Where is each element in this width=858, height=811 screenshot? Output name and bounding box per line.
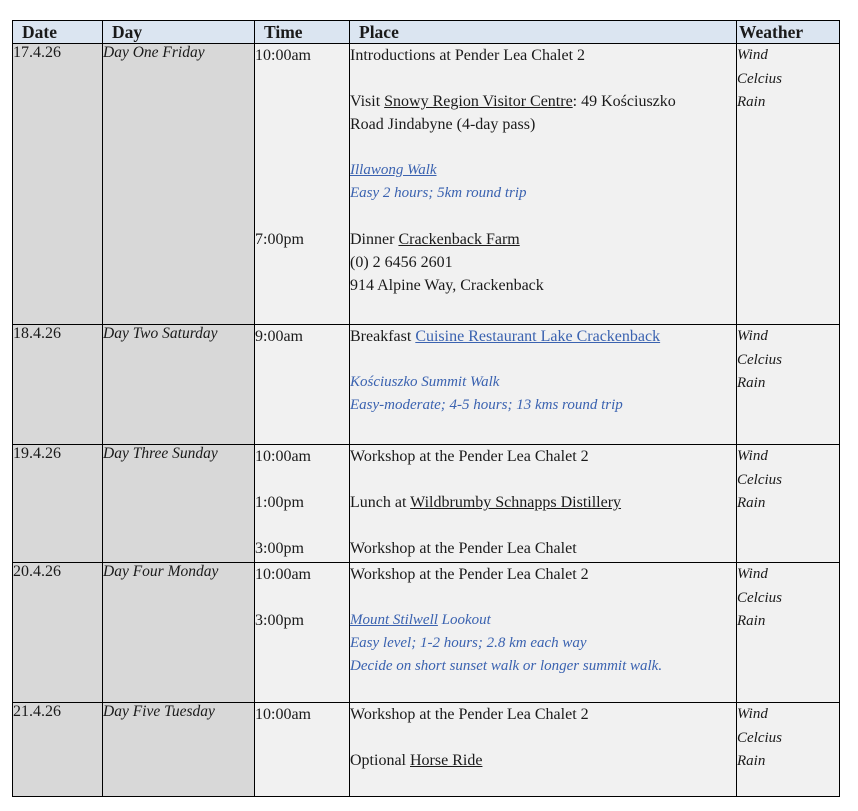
weather-wind: Wind xyxy=(737,706,768,722)
crackenback-farm-link[interactable]: Crackenback Farm xyxy=(398,231,520,248)
time-entry: 10:00am xyxy=(255,448,311,465)
walk-description: Easy 2 hours; 5km round trip xyxy=(350,185,527,201)
time-entry: 3:00pm xyxy=(255,612,304,629)
place-text: Visit Snowy Region Visitor Centre: 49 Kościuszko xyxy=(350,93,676,110)
time-cell xyxy=(255,44,350,325)
place-text: Lunch at Wildbrumby Schnapps Distillery xyxy=(350,494,622,511)
walk-description: Easy-moderate; 4-5 hours; 13 kms round trip xyxy=(350,397,623,413)
table-row xyxy=(13,44,840,325)
time-entry: 1:00pm xyxy=(255,494,304,511)
header-day: Day xyxy=(103,21,255,44)
weather-cell xyxy=(737,563,840,703)
time-cell xyxy=(255,325,350,445)
header-time: Time xyxy=(255,21,350,44)
weather-cell xyxy=(737,703,840,797)
phone-number: (0) 2 6456 2601 xyxy=(350,254,453,271)
date-cell: 20.4.26 xyxy=(13,563,103,703)
table-row xyxy=(13,325,840,445)
time-cell xyxy=(255,563,350,703)
weather-rain: Rain xyxy=(737,495,766,511)
distillery-link[interactable]: Wildbrumby Schnapps Distillery xyxy=(410,494,622,511)
weather-temp: Celcius xyxy=(737,471,782,488)
place-text: Optional Horse Ride xyxy=(350,752,483,769)
header-row xyxy=(13,21,840,44)
time-entry: 9:00am xyxy=(255,328,303,345)
weather-rain: Rain xyxy=(737,753,766,769)
walk-title: Kościuszko Summit Walk xyxy=(350,374,500,390)
place-cell xyxy=(350,563,737,703)
time-entry: 10:00am xyxy=(255,47,311,64)
weather-wind: Wind xyxy=(737,448,768,464)
date-cell: 21.4.26 xyxy=(13,703,103,797)
day-cell: Day Two Saturday xyxy=(103,325,255,445)
walk-note: Decide on short sunset walk or longer summit walk. xyxy=(350,658,663,674)
time-cell xyxy=(255,703,350,797)
weather-wind: Wind xyxy=(737,566,768,582)
time-entry: 10:00am xyxy=(255,706,311,723)
horse-ride-link[interactable]: Horse Ride xyxy=(410,752,483,769)
weather-rain: Rain xyxy=(737,94,766,110)
date-cell: 17.4.26 xyxy=(13,44,103,325)
weather-cell xyxy=(737,325,840,445)
place-cell xyxy=(350,44,737,325)
mount-stilwell-link[interactable]: Mount Stilwell xyxy=(350,612,438,628)
weather-temp: Celcius xyxy=(737,351,782,368)
day-cell: Day Five Tuesday xyxy=(103,703,255,797)
weather-temp: Celcius xyxy=(737,729,782,746)
place-cell xyxy=(350,445,737,563)
table-row xyxy=(13,703,840,797)
weather-temp: Celcius xyxy=(737,589,782,606)
date-cell: 19.4.26 xyxy=(13,445,103,563)
header-weather: Weather xyxy=(737,21,840,44)
time-entry: 3:00pm xyxy=(255,540,304,557)
place-text: Dinner Crackenback Farm xyxy=(350,231,520,248)
time-entry: 10:00am xyxy=(255,566,311,583)
place-text: Road Jindabyne (4-day pass) xyxy=(350,116,536,133)
walk-description: Easy level; 1-2 hours; 2.8 km each way xyxy=(350,635,587,651)
date-cell: 18.4.26 xyxy=(13,325,103,445)
weather-temp: Celcius xyxy=(737,70,782,87)
cuisine-restaurant-link[interactable]: Cuisine Restaurant Lake Crackenback xyxy=(415,328,661,345)
illawong-walk-link[interactable]: Illawong Walk xyxy=(350,162,437,178)
table-row xyxy=(13,563,840,703)
header-date: Date xyxy=(13,21,103,44)
place-text: Workshop at the Pender Lea Chalet 2 xyxy=(350,706,589,723)
weather-wind: Wind xyxy=(737,47,768,63)
visitor-centre-link[interactable]: Snowy Region Visitor Centre xyxy=(384,93,573,110)
place-text: Breakfast Cuisine Restaurant Lake Crackenback xyxy=(350,328,661,345)
walk-title xyxy=(350,159,736,182)
place-text: Workshop at the Pender Lea Chalet 2 xyxy=(350,448,589,465)
place-text: Workshop at the Pender Lea Chalet 2 xyxy=(350,566,589,583)
weather-rain: Rain xyxy=(737,613,766,629)
time-cell xyxy=(255,445,350,563)
time-entry: 7:00pm xyxy=(255,231,304,248)
place-cell xyxy=(350,703,737,797)
weather-rain: Rain xyxy=(737,375,766,391)
place-text: Introductions at Pender Lea Chalet 2 xyxy=(350,47,586,64)
place-text: Workshop at the Pender Lea Chalet xyxy=(350,540,577,557)
weather-cell xyxy=(737,44,840,325)
day-cell: Day Three Sunday xyxy=(103,445,255,563)
place-cell xyxy=(350,325,737,445)
address: 914 Alpine Way, Crackenback xyxy=(350,277,544,294)
table-row xyxy=(13,445,840,563)
weather-cell xyxy=(737,445,840,563)
day-cell: Day One Friday xyxy=(103,44,255,325)
walk-title: Mount Stilwell Lookout xyxy=(350,612,491,628)
header-place: Place xyxy=(350,21,737,44)
itinerary-table xyxy=(12,20,840,797)
day-cell: Day Four Monday xyxy=(103,563,255,703)
weather-wind: Wind xyxy=(737,328,768,344)
